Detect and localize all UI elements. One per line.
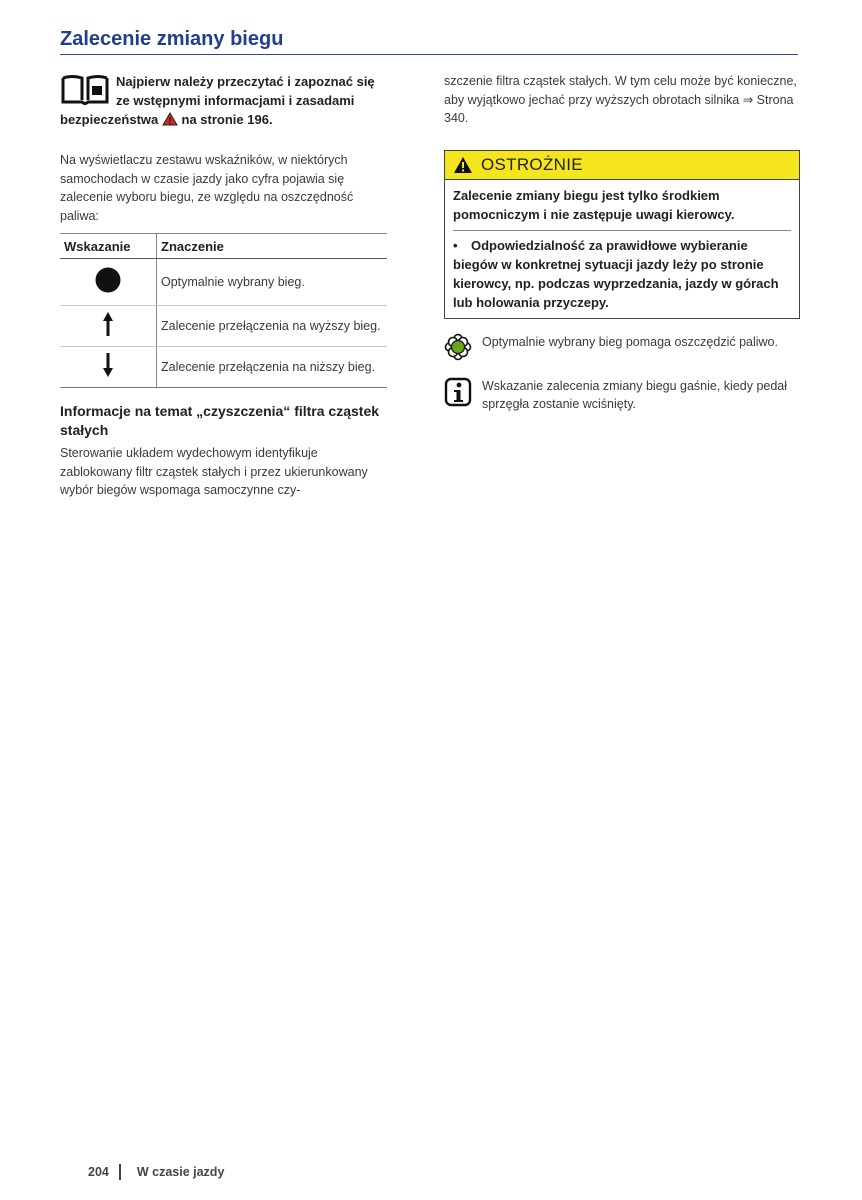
table-row — [60, 347, 387, 388]
table-row — [60, 306, 387, 347]
section-body-continued: szczenie filtra cząstek stałych. W tym celu może być konieczne, aby wyjątkowo jechać przy wyższych obrotach silnika ⇒ Strona 340. — [444, 74, 797, 125]
table-cell: Zalecenie przełączenia na niższy bieg. — [157, 347, 388, 388]
table-cell: Zalecenie przełączenia na wyższy bieg. — [157, 306, 388, 347]
table-symbol-cell — [60, 259, 157, 306]
bullet-icon: • — [453, 237, 458, 253]
caution-lead: Zalecenie zmiany biegu jest tylko środkiem pomocniczym i nie zastępuje uwagi kierowcy. — [453, 187, 735, 222]
caution-box — [444, 150, 800, 319]
intro-paragraph: Na wyświetlaczu zestawu wskaźników, w niektórych samochodach w czasie jazdy jako cyfra pojawia się zalecenie wyboru biegu, ze względu na oszczędność paliwa: — [60, 153, 354, 223]
title-underline — [60, 54, 798, 55]
right-column — [444, 72, 800, 414]
caution-header — [445, 151, 799, 180]
divider — [453, 230, 791, 231]
caution-bullet-text: Odpowiedzialność za prawidłowe wybieranie biegów w konkretnej sytuacji jazdy leży po stronie kierowcy, np. podczas wyprzedzania, jazdy w górach lub holowania przyczepy. — [453, 237, 779, 310]
footer-section-name: W czasie jazdy — [136, 1165, 225, 1179]
table-header: Znaczenie — [157, 234, 388, 259]
page-footer — [88, 1164, 224, 1180]
section-heading: Informacje na temat „czyszczenia“ filtra cząstek stałych — [60, 403, 380, 438]
table-header-row — [60, 234, 387, 259]
caution-bullet-item — [453, 236, 791, 312]
intro-note-page-ref: na stronie 196. — [181, 112, 273, 127]
filled-circle-icon — [95, 267, 121, 293]
intro-note-text: Najpierw należy przeczytać i zapoznać się ze wstępnymi informacjami i zasadami bezpieczeństwa — [60, 74, 375, 127]
warning-triangle-icon — [162, 112, 178, 126]
table-symbol-cell — [60, 306, 157, 347]
intro-note — [60, 72, 388, 129]
table-symbol-cell — [60, 347, 157, 388]
eco-note-text: Optymalnie wybrany bieg pomaga oszczędzić paliwo. — [482, 334, 778, 349]
table-header: Wskazanie — [60, 234, 157, 259]
eco-note — [444, 333, 800, 363]
page-title: Zalecenie zmiany biegu — [60, 28, 284, 50]
eco-flower-icon — [444, 333, 472, 363]
page-number: 204 — [88, 1165, 109, 1179]
caution-title: OSTROŻNIE — [481, 154, 583, 174]
warning-triangle-icon — [453, 156, 473, 174]
table-row — [60, 259, 387, 306]
arrow-down-icon — [102, 352, 114, 378]
arrow-up-icon — [102, 311, 114, 337]
table-cell: Optymalnie wybrany bieg. — [157, 259, 388, 306]
caution-body — [445, 180, 799, 318]
section-body: Sterowanie układem wydechowym identyfikuje zablokowany filtr cząstek stałych i przez ukierunkowany wybór biegów wspomaga samoczynne czy- — [60, 446, 368, 497]
info-icon — [444, 377, 472, 407]
left-column — [60, 72, 388, 500]
info-note-text: Wskazanie zalecenia zmiany biegu gaśnie, kiedy pedał sprzęgła zostanie wciśnięty. — [482, 378, 788, 411]
indicator-table — [60, 233, 387, 388]
footer-divider — [119, 1164, 121, 1180]
info-note — [444, 377, 800, 414]
book-icon — [60, 72, 110, 106]
